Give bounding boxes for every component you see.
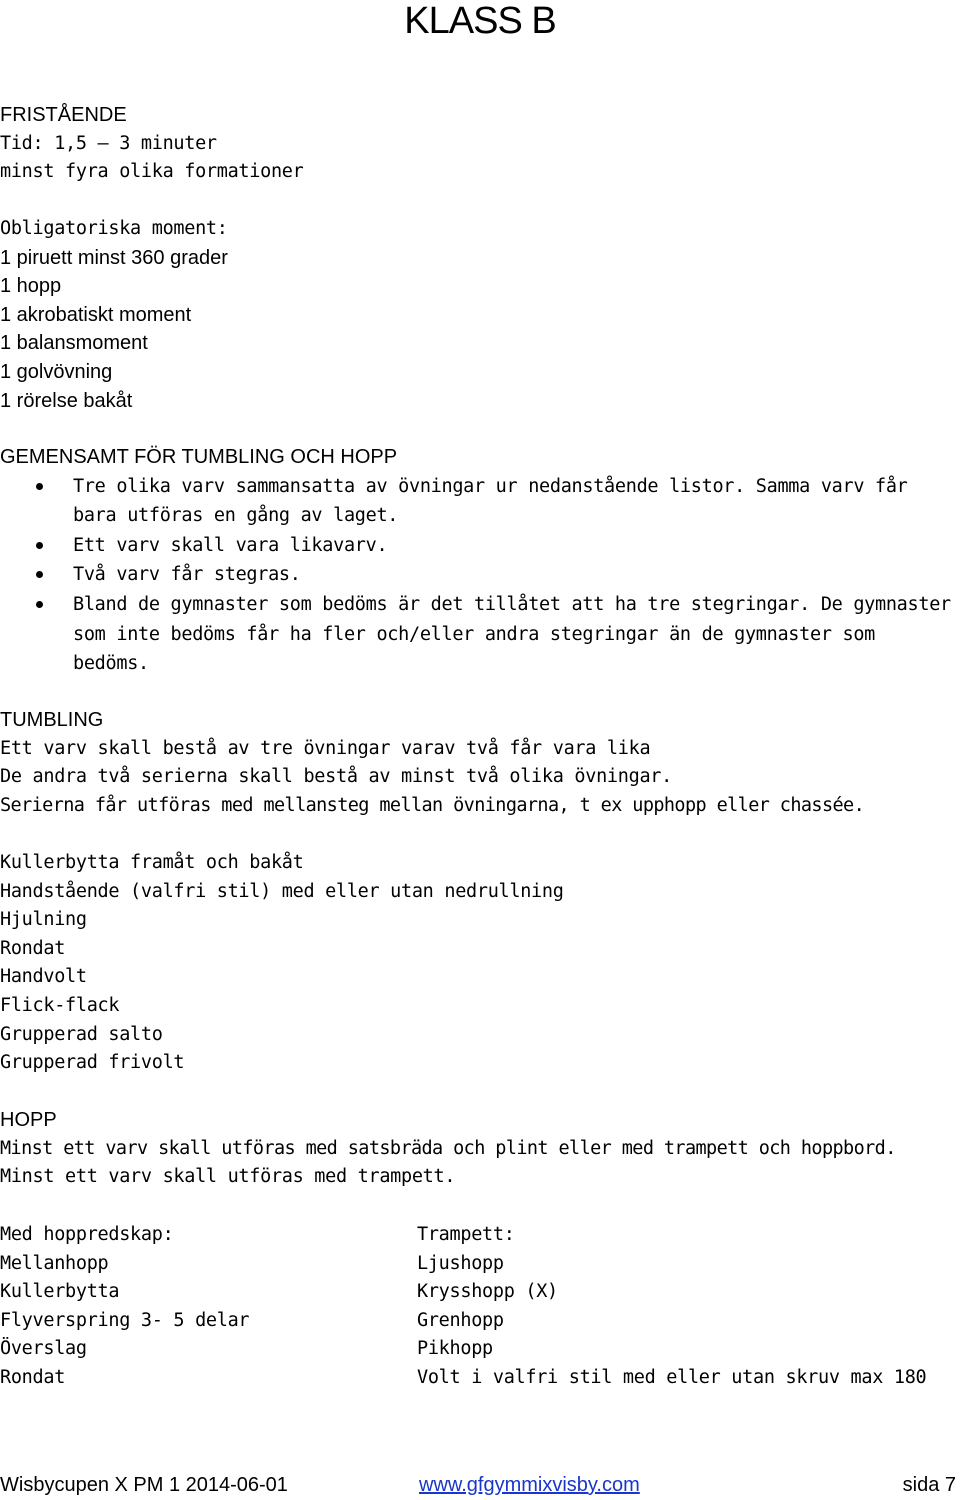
tumbling-exercise: Grupperad frivolt xyxy=(0,1052,185,1074)
obligatory-item: 1 hopp xyxy=(0,275,62,298)
trampett-column xyxy=(417,1221,926,1393)
section-heading-tumbling: TUMBLING xyxy=(0,709,104,731)
footer-page-number: sida 7 xyxy=(902,1474,956,1496)
obligatory-item: 1 balansmoment xyxy=(0,332,148,355)
hopp-rule: Minst ett varv skall utföras med satsbräda och plint eller med trampett och hoppbord. xyxy=(0,1137,896,1159)
tumbling-section xyxy=(0,706,960,820)
section-heading-common: GEMENSAMT FÖR TUMBLING OCH HOPP xyxy=(0,446,398,468)
common-section xyxy=(0,443,960,679)
bullet-item xyxy=(0,590,953,679)
obligatory-item: 1 piruett minst 360 grader xyxy=(0,246,228,269)
bullet-item xyxy=(0,531,953,561)
obligatory-item: 1 akrobatiskt moment xyxy=(0,303,192,326)
equipment-item: Flyverspring 3- 5 delar xyxy=(0,1309,250,1331)
trampett-heading: Trampett: xyxy=(417,1224,515,1245)
tumbling-exercise: Kullerbytta framåt och bakåt xyxy=(0,852,304,873)
bullet-text: Bland de gymnaster som bedöms är det tillåtet att ha tre stegringar. De gymnaster som inte bedöms får ha fler och/eller andra stegringar än de gymnaster som bedöms. xyxy=(73,593,951,675)
bullet-item xyxy=(0,472,953,531)
hopp-columns xyxy=(0,1221,960,1396)
bullet-icon xyxy=(36,571,43,578)
obligatory-heading: Obligatoriska moment: xyxy=(0,218,228,239)
bullet-item xyxy=(0,560,953,590)
tumbling-exercise: Handvolt xyxy=(0,966,87,988)
obligatory-item: 1 rörelse bakåt xyxy=(0,389,133,412)
bullet-icon xyxy=(36,542,43,549)
hopp-section xyxy=(0,1106,960,1192)
tumbling-exercise: Rondat xyxy=(0,937,66,959)
tumbling-exercise-list xyxy=(0,849,960,1078)
time-line: Tid: 1,5 – 3 minuter xyxy=(0,132,217,154)
equipment-heading: Med hoppredskap: xyxy=(0,1224,174,1245)
trampett-item: Grenhopp xyxy=(417,1309,504,1331)
trampett-item: Ljushopp xyxy=(417,1252,504,1274)
obligatory-section xyxy=(0,215,960,415)
equipment-item: Mellanhopp xyxy=(0,1252,109,1274)
tumbling-exercise: Hjulning xyxy=(0,909,87,931)
tumbling-exercise: Flick-flack xyxy=(0,994,120,1016)
hopp-rule: Minst ett varv skall utföras med trampett. xyxy=(0,1166,456,1188)
section-heading-fristaende: FRISTÅENDE xyxy=(0,104,127,126)
trampett-item: Volt i valfri stil med eller utan skruv max 180 xyxy=(417,1366,927,1388)
tumbling-rule: Ett varv skall bestå av tre övningar varav två får vara lika xyxy=(0,737,651,759)
bullet-text: Tre olika varv sammansatta av övningar ur nedanstående listor. Samma varv får bara utföras en gång av laget. xyxy=(73,475,908,527)
bullet-icon xyxy=(36,601,43,608)
trampett-item: Pikhopp xyxy=(417,1338,493,1360)
tumbling-exercise: Handstående (valfri stil) med eller utan nedrullning xyxy=(0,880,564,902)
tumbling-exercise: Grupperad salto xyxy=(0,1023,163,1045)
tumbling-rule: De andra två serierna skall bestå av minst två olika övningar. xyxy=(0,766,672,788)
fristaende-section xyxy=(0,101,960,187)
bullet-text: Ett varv skall vara likavarv. xyxy=(73,534,388,556)
bullet-text: Två varv får stegras. xyxy=(73,564,301,586)
trampett-item: Krysshopp (X) xyxy=(417,1281,558,1303)
equipment-item: Rondat xyxy=(0,1366,66,1388)
page-footer xyxy=(0,1471,960,1500)
bullet-icon xyxy=(36,483,43,490)
section-heading-hopp: HOPP xyxy=(0,1109,57,1131)
equipment-item: Överslag xyxy=(0,1338,87,1360)
equipment-column xyxy=(0,1221,249,1393)
formations-line: minst fyra olika formationer xyxy=(0,161,304,183)
equipment-item: Kullerbytta xyxy=(0,1281,120,1303)
common-bullet-list xyxy=(0,472,960,679)
obligatory-item: 1 golvövning xyxy=(0,360,113,383)
tumbling-rule: Serierna får utföras med mellansteg mellan övningarna, t ex upphopp eller chassée. xyxy=(0,794,865,816)
footer-event-info: Wisbycupen X PM 1 2014-06-01 xyxy=(0,1474,288,1496)
page-title: KLASS B xyxy=(404,0,556,42)
footer-website-link[interactable]: www.gfgymmixvisby.com xyxy=(419,1474,640,1496)
